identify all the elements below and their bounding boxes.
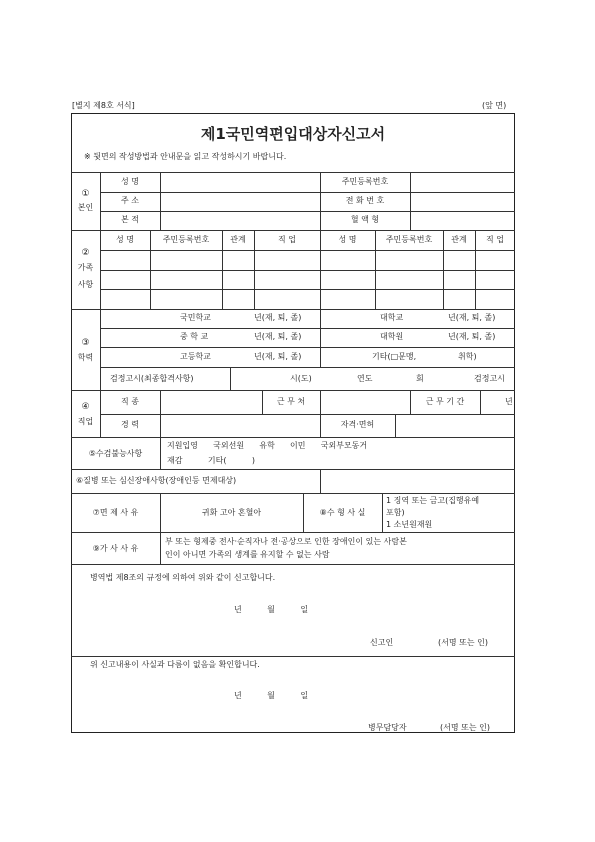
declaration-date: 년 월 일 (234, 605, 309, 614)
address-label: 주 소 (121, 196, 139, 205)
name-label: 성 명 (121, 177, 139, 186)
ged-end: 검정고시 (474, 374, 505, 383)
disease-label: ⑥질병 또는 심신장애사항(장애인등 면제대상) (76, 476, 237, 485)
career-label: 경 력 (121, 420, 139, 429)
other-education-end: 취학) (458, 352, 477, 361)
work-period-label: 근 무 기 간 (425, 397, 465, 406)
reason-line-2: 재감 기타( ) (167, 456, 256, 465)
middle-school: 중 학 교 (180, 332, 209, 341)
ged-city: 시(도) (290, 374, 312, 383)
exempt-value: 귀화 고아 혼혈아 (201, 508, 262, 517)
form-number: [별지 제8호 서식] (72, 101, 135, 110)
sentence-line-2: 포함) (386, 508, 405, 517)
declarant-label: 신고인 (370, 638, 394, 647)
sentence-line-3: 1 소년원재원 (386, 520, 433, 529)
high-status: 년(재, 퇴, 졸) (254, 352, 302, 361)
family-col-rrn-2: 주민등록번호 (385, 235, 433, 244)
elementary-school: 국민학교 (180, 313, 211, 322)
confirm-date: 년 월 일 (234, 691, 309, 700)
college-status: 년(재, 퇴, 졸) (448, 313, 496, 322)
exempt-label: ⑦면 제 사 유 (92, 508, 139, 517)
family-col-name: 성 명 (116, 235, 134, 244)
self-label-num: ① (81, 189, 90, 199)
high-school: 고등학교 (180, 352, 211, 361)
family-col-job-2: 직 업 (486, 235, 504, 244)
family-reason-line-1: 부 또는 형제중 전사·순직자나 전·공상으로 인한 장애인이 있는 사람본 (165, 537, 407, 546)
self-label: 본인 (77, 203, 94, 212)
ged-year: 연도 (357, 374, 373, 383)
education-label-num: ③ (81, 338, 90, 348)
form-note: ※ 뒷면의 작성방법과 안내문을 읽고 작성하시기 바랍니다. (84, 152, 287, 161)
family-reason-line-2: 인이 아니면 가족의 생계를 유지할 수 없는 사람 (165, 550, 330, 559)
family-col-name-2: 성 명 (338, 235, 357, 244)
rrn-label: 주민등록번호 (341, 177, 389, 186)
confirm-text: 위 신고내용이 사실과 다름이 없음을 확인합니다. (90, 660, 260, 669)
graduate-school: 대학원 (380, 332, 404, 341)
license-label: 자격·면허 (340, 420, 375, 429)
job-label-num: ④ (81, 402, 90, 412)
declaration-text: 병역법 제8조의 규정에 의하여 위와 같이 신고합니다. (90, 573, 276, 582)
sentence-line-1: 1 징역 또는 금고(집행유예 (386, 496, 480, 505)
family-label-1: 가족 (77, 263, 94, 272)
ged-round: 회 (416, 374, 424, 383)
graduate-status: 년(재, 퇴, 졸) (448, 332, 496, 341)
education-label: 학력 (77, 353, 94, 362)
declarant-sign: (서명 또는 인) (438, 638, 488, 647)
officer-sign: (서명 또는 인) (440, 723, 490, 732)
family-col-relation-2: 관계 (451, 235, 467, 244)
workplace-label: 근 무 처 (276, 397, 306, 406)
family-col-job: 직 업 (278, 235, 296, 244)
job-type-label: 직 종 (121, 397, 139, 406)
family-reason-label: ⑨가 사 사 유 (92, 544, 139, 553)
family-col-rrn: 주민등록번호 (162, 235, 210, 244)
origin-label: 본 적 (121, 215, 139, 224)
phone-label: 전 화 번 호 (345, 196, 385, 205)
page-side: (앞 면) (482, 101, 507, 110)
blood-type-label: 혈 액 형 (350, 215, 380, 224)
other-education: 기타(□문맹, (372, 352, 417, 361)
ged-label: 검정고시(최종합격사항) (110, 374, 194, 383)
family-label-num: ② (81, 248, 90, 258)
college: 대학교 (380, 313, 404, 322)
officer-label: 병무담당자 (368, 723, 407, 732)
work-period-year: 년 (505, 397, 513, 406)
job-label: 직업 (77, 417, 94, 426)
reason-line-1: 지원입영 국외선원 유학 이민 국외부모동거 (167, 441, 368, 450)
family-label-2: 사항 (77, 280, 94, 289)
family-col-relation: 관계 (230, 235, 246, 244)
form-title: 제1국민역편입대상자신고서 (200, 125, 386, 143)
reason-label: ⑤수검불능사항 (88, 449, 143, 458)
middle-status: 년(재, 퇴, 졸) (254, 332, 302, 341)
elementary-status: 년(재, 퇴, 졸) (254, 313, 302, 322)
sentence-label: ⑧수 형 사 실 (319, 508, 366, 517)
